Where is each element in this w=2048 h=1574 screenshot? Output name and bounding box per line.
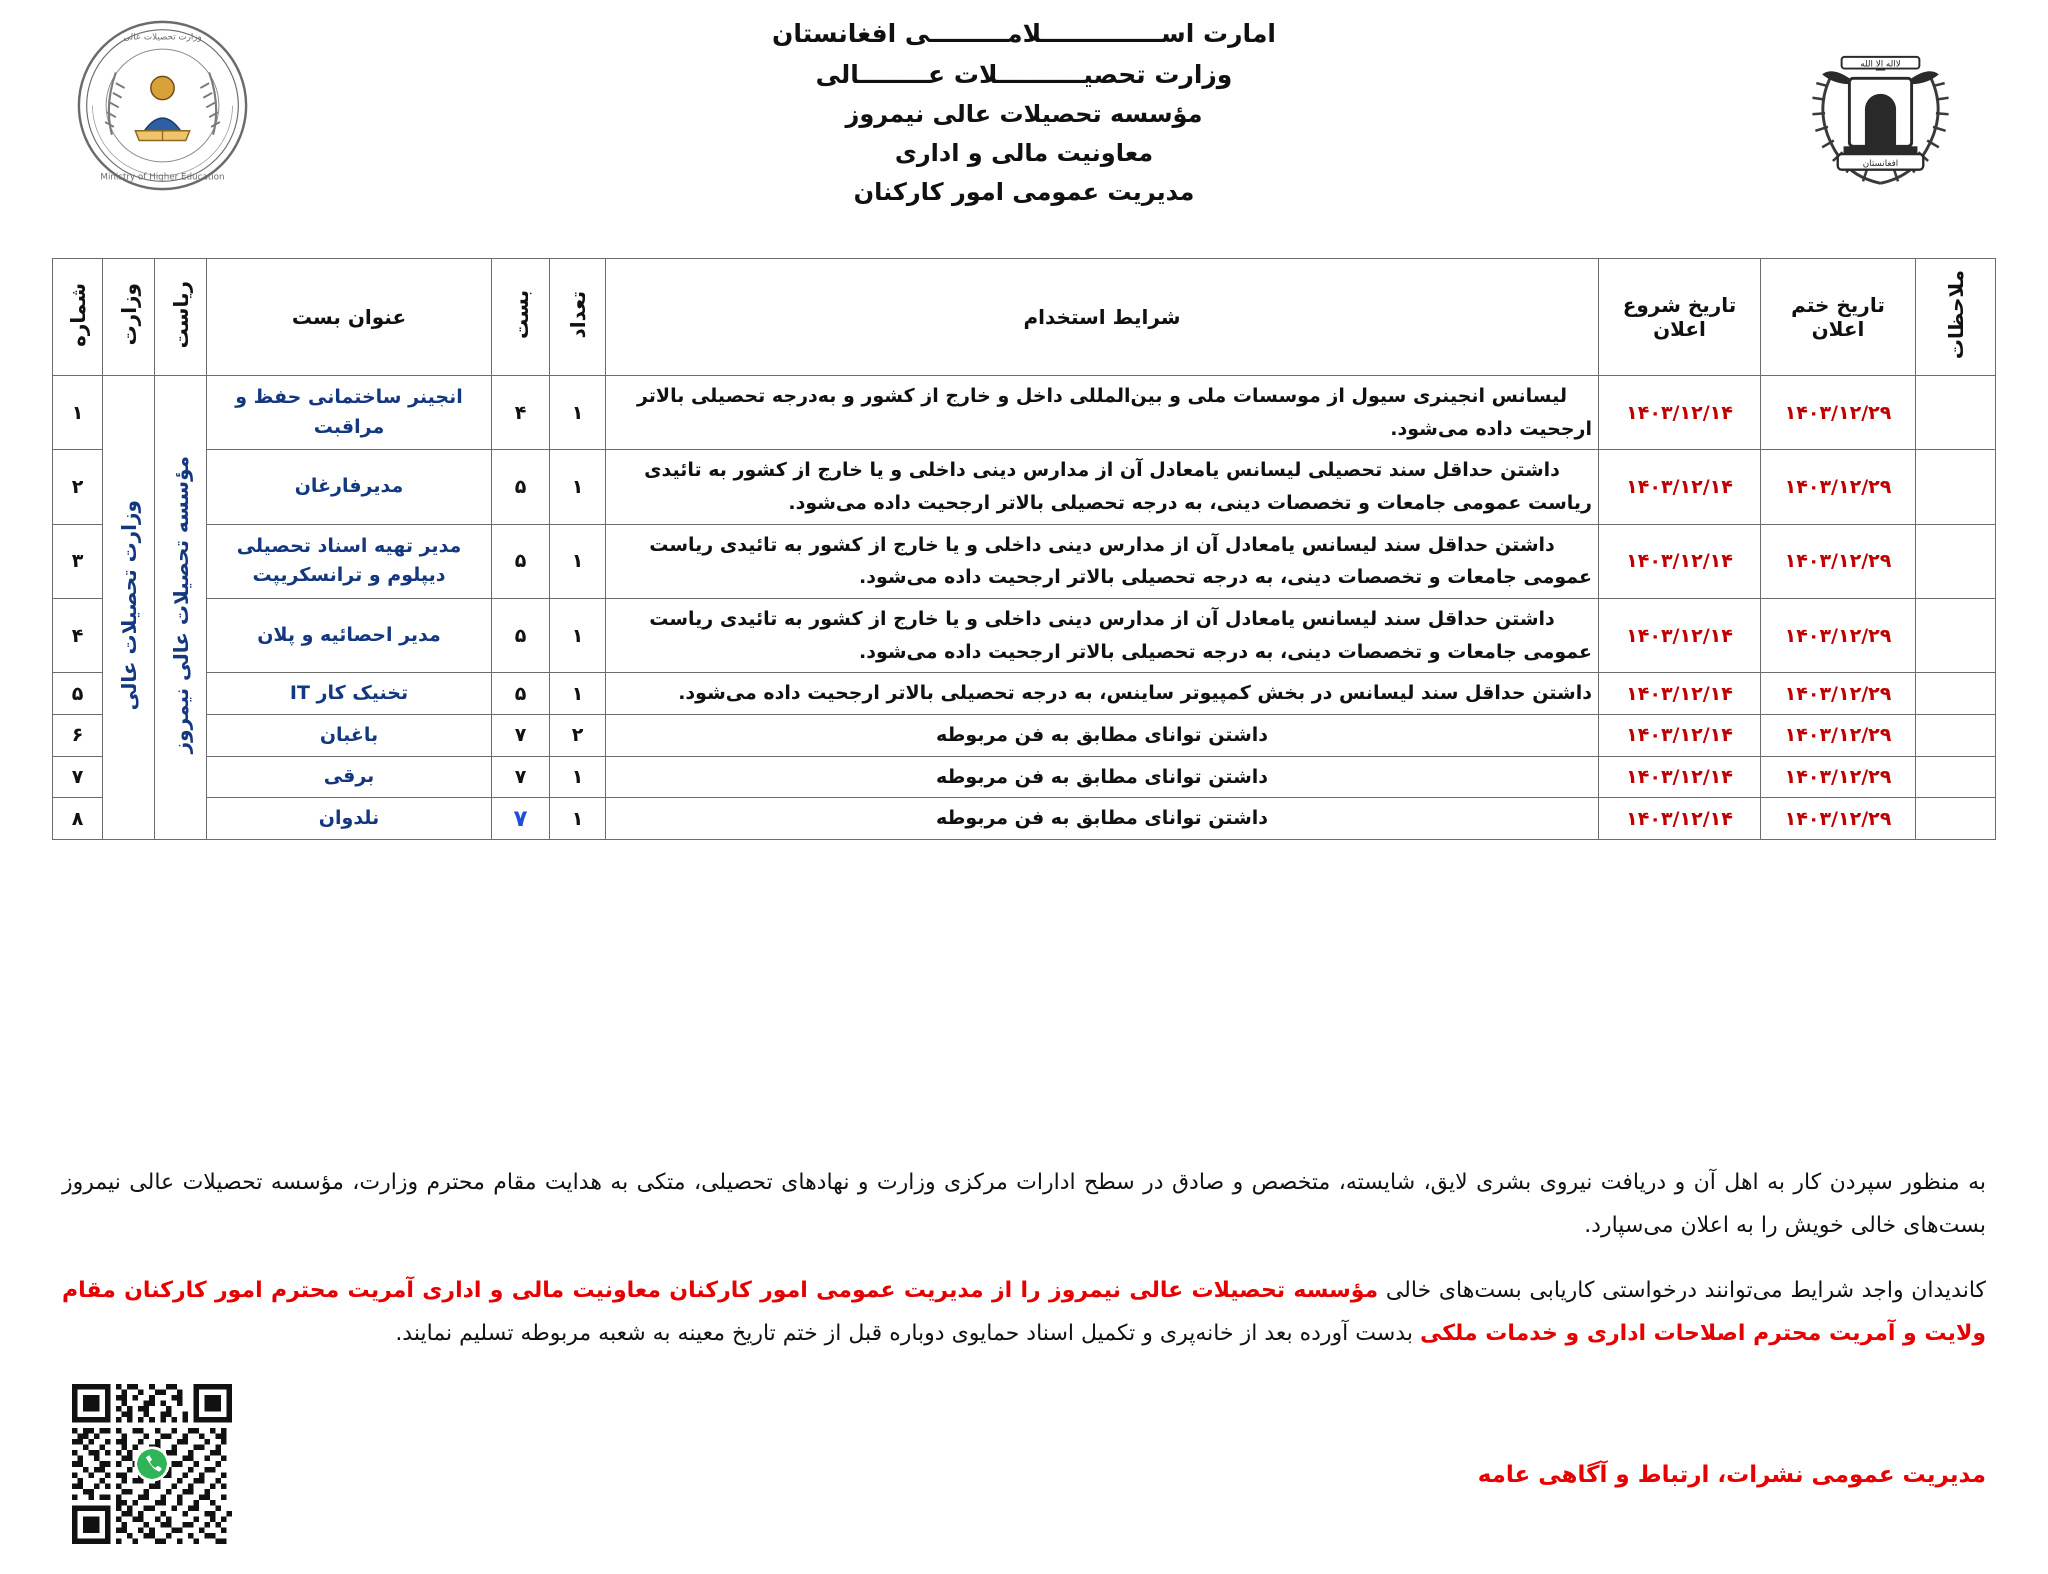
cell-start-date: ۱۴۰۳/۱۲/۱۴	[1599, 798, 1761, 840]
cell-conditions: لیسانس انجینری سیول از موسسات ملی و بین‌المللی داخل و خارج از کشور و به‌درجه تحصیلی بالاتر ارجحیت داده می‌شود.	[606, 376, 1599, 450]
cell-no: ۸	[53, 798, 103, 840]
cell-title: برقی	[207, 756, 492, 798]
svg-text:وزارت تحصیلات عالی: وزارت تحصیلات عالی	[123, 32, 202, 43]
header-start-date: تاریخ شروع اعلان	[1599, 259, 1761, 376]
cell-count: ۱	[550, 673, 606, 715]
paragraph-application-part2: بدست آورده بعد از خانه‌پری و تکمیل اسناد حمایوی دوباره قبل از ختم تاریخ معینه به شعبه مربوطه تسلیم نمایند.	[395, 1320, 1420, 1346]
cell-start-date: ۱۴۰۳/۱۲/۱۴	[1599, 376, 1761, 450]
cell-grade: ۷	[492, 798, 550, 840]
cell-end-date: ۱۴۰۳/۱۲/۲۹	[1761, 715, 1916, 757]
document-header	[0, 0, 2048, 250]
cell-end-date: ۱۴۰۳/۱۲/۲۹	[1761, 673, 1916, 715]
cell-remarks	[1916, 715, 1996, 757]
cell-no: ۵	[53, 673, 103, 715]
cell-conditions: داشتن حداقل سند لیسانس یامعادل آن از مدارس دینی داخلی و یا خارج از کشور به تائیدی ریاست عمومی جامعات و تخصصات دینی، به درجه تحصیلی بالاتر ارجحیت داده می‌شود.	[606, 524, 1599, 598]
header-title: عنوان بست	[207, 259, 492, 376]
cell-grade: ۵	[492, 450, 550, 524]
cell-title: نلدوان	[207, 798, 492, 840]
table-row	[53, 524, 1996, 598]
svg-text:لااله الا الله: لااله الا الله	[1860, 59, 1901, 70]
cell-count: ۱	[550, 756, 606, 798]
footer-signature: مدیریت عمومی نشرات، ارتباط و آگاهی عامه	[1477, 1462, 1986, 1488]
cell-start-date: ۱۴۰۳/۱۲/۱۴	[1599, 756, 1761, 798]
vacancies-table	[52, 258, 1996, 840]
cell-grade: ۷	[492, 715, 550, 757]
cell-remarks	[1916, 450, 1996, 524]
header-remarks	[1916, 259, 1996, 376]
cell-remarks	[1916, 524, 1996, 598]
cell-start-date: ۱۴۰۳/۱۲/۱۴	[1599, 450, 1761, 524]
cell-conditions: داشتن حداقل سند لیسانس یامعادل آن از مدارس دینی داخلی و یا خارج از کشور به تائیدی ریاست عمومی جامعات و تخصصات دینی، به درجه تحصیلی بالاتر ارجحیت داده می‌شود.	[606, 599, 1599, 673]
header-dept-label: ریاست	[168, 280, 193, 349]
cell-title: مدیر احصائیه و پلان	[207, 599, 492, 673]
header-end-date: تاریخ ختم اعلان	[1761, 259, 1916, 376]
cell-count: ۱	[550, 524, 606, 598]
table-row	[53, 376, 1996, 450]
cell-conditions: داشتن حداقل سند لیسانس در بخش کمپیوتر ساینس، به درجه تحصیلی بالاتر ارجحیت داده می‌شود.	[606, 673, 1599, 715]
cell-start-date: ۱۴۰۳/۱۲/۱۴	[1599, 673, 1761, 715]
cell-end-date: ۱۴۰۳/۱۲/۲۹	[1761, 756, 1916, 798]
header-grade	[492, 259, 550, 376]
cell-department-merged	[155, 376, 207, 840]
header-no	[53, 259, 103, 376]
cell-remarks	[1916, 798, 1996, 840]
cell-remarks	[1916, 376, 1996, 450]
cell-department-label: مؤسسه تحصیلات عالی نیمروز	[168, 456, 193, 754]
table-row	[53, 715, 1996, 757]
cell-grade: ۵	[492, 673, 550, 715]
table-row	[53, 673, 1996, 715]
table-row	[53, 450, 1996, 524]
paragraph-application	[62, 1270, 1986, 1356]
cell-conditions: داشتن حداقل سند تحصیلی لیسانس یامعادل آن از مدارس دینی داخلی و یا خارج از کشور به تائیدی ریاست عمومی جامعات و تخصصات دینی، به درجه تحصیلی بالاتر ارجحیت داده می‌شود.	[606, 450, 1599, 524]
svg-text:Ministry of Higher Education: Ministry of Higher Education	[100, 172, 225, 183]
cell-ministry-label: وزارت تحصیلات عالی	[116, 499, 141, 711]
header-dept	[155, 259, 207, 376]
header-count	[550, 259, 606, 376]
cell-no: ۱	[53, 376, 103, 450]
table-row	[53, 599, 1996, 673]
paragraph-application-part1: کاندیدان واجد شرایط می‌توانند درخواستی کاریابی بست‌های خالی	[1378, 1277, 1987, 1303]
header-conditions: شرایط استخدام	[606, 259, 1599, 376]
header-remarks-label: ملاحظات	[1943, 269, 1968, 360]
header-no-label: شماره	[65, 282, 90, 347]
cell-grade: ۴	[492, 376, 550, 450]
table-row	[53, 756, 1996, 798]
cell-no: ۲	[53, 450, 103, 524]
announcement-body	[62, 1140, 1986, 1362]
cell-count: ۱	[550, 798, 606, 840]
qr-code-icon	[72, 1384, 232, 1544]
cell-no: ۷	[53, 756, 103, 798]
cell-end-date: ۱۴۰۳/۱۲/۲۹	[1761, 599, 1916, 673]
paragraph-purpose: به منظور سپردن کار به اهل آن و دریافت نیروی بشری لایق، شایسته، متخصص و صادق در سطح ادارات مرکزی وزارت و نهادهای تحصیلی، متکی به هدایت مقام محترم وزارت، مؤسسه تحصیلات عالی نیمروز بست‌های خالی خویش را به اعلان می‌سپارد.	[62, 1170, 1986, 1238]
cell-title: تخنیک کار IT	[207, 673, 492, 715]
cell-title: انجینر ساختمانی حفظ و مراقبت	[207, 376, 492, 450]
cell-conditions: داشتن توانای مطابق به فن مربوطه	[606, 798, 1599, 840]
svg-text:افغانستان: افغانستان	[1862, 158, 1899, 169]
cell-start-date: ۱۴۰۳/۱۲/۱۴	[1599, 715, 1761, 757]
cell-end-date: ۱۴۰۳/۱۲/۲۹	[1761, 450, 1916, 524]
header-ministry	[103, 259, 155, 376]
header-line-4: معاونیت مالی و اداری	[894, 138, 1154, 167]
cell-count: ۲	[550, 715, 606, 757]
header-line-3: مؤسسه تحصیلات عالی نیمروز	[845, 100, 1203, 128]
header-line-5: مدیریت عمومی امور کارکنان	[853, 177, 1195, 206]
cell-count: ۱	[550, 599, 606, 673]
table-header-row	[53, 259, 1996, 376]
cell-grade: ۵	[492, 524, 550, 598]
cell-count: ۱	[550, 450, 606, 524]
cell-ministry-merged	[103, 376, 155, 840]
cell-no: ۳	[53, 524, 103, 598]
paragraph-application-highlight: مؤسسه تحصیلات عالی نیمروز را از مدیریت عمومی امور کارکنان معاونیت مالی و اداری آمریت محترم امور کارکنان مقام ولایت و آمریت محترم اصلاحات اداری و خدمات ملکی	[62, 1277, 1986, 1346]
header-title-block	[0, 14, 2048, 212]
header-grade-label: بست	[508, 289, 533, 340]
cell-no: ۴	[53, 599, 103, 673]
cell-remarks	[1916, 599, 1996, 673]
header-count-label: تعداد	[565, 290, 590, 339]
cell-start-date: ۱۴۰۳/۱۲/۱۴	[1599, 524, 1761, 598]
table-row	[53, 798, 1996, 840]
cell-grade: ۵	[492, 599, 550, 673]
cell-start-date: ۱۴۰۳/۱۲/۱۴	[1599, 599, 1761, 673]
cell-count: ۱	[550, 376, 606, 450]
cell-remarks	[1916, 673, 1996, 715]
cell-title: باغبان	[207, 715, 492, 757]
cell-conditions: داشتن توانای مطابق به فن مربوطه	[606, 756, 1599, 798]
cell-title: مدیرفارغان	[207, 450, 492, 524]
cell-end-date: ۱۴۰۳/۱۲/۲۹	[1761, 376, 1916, 450]
cell-end-date: ۱۴۰۳/۱۲/۲۹	[1761, 798, 1916, 840]
header-line-2: وزارت تحصیــــــــــلات عــــــــالی	[815, 59, 1233, 89]
cell-end-date: ۱۴۰۳/۱۲/۲۹	[1761, 524, 1916, 598]
header-ministry-label: وزارت	[116, 283, 141, 346]
cell-no: ۶	[53, 715, 103, 757]
header-line-1: امارت اســــــــــــــلامـــــــــی افغانستان	[772, 19, 1276, 48]
cell-remarks	[1916, 756, 1996, 798]
cell-grade: ۷	[492, 756, 550, 798]
cell-title: مدیر تهیه اسناد تحصیلی دیپلوم و ترانسکریپت	[207, 524, 492, 598]
vacancies-table-wrapper	[52, 258, 1996, 840]
cell-conditions: داشتن توانای مطابق به فن مربوطه	[606, 715, 1599, 757]
